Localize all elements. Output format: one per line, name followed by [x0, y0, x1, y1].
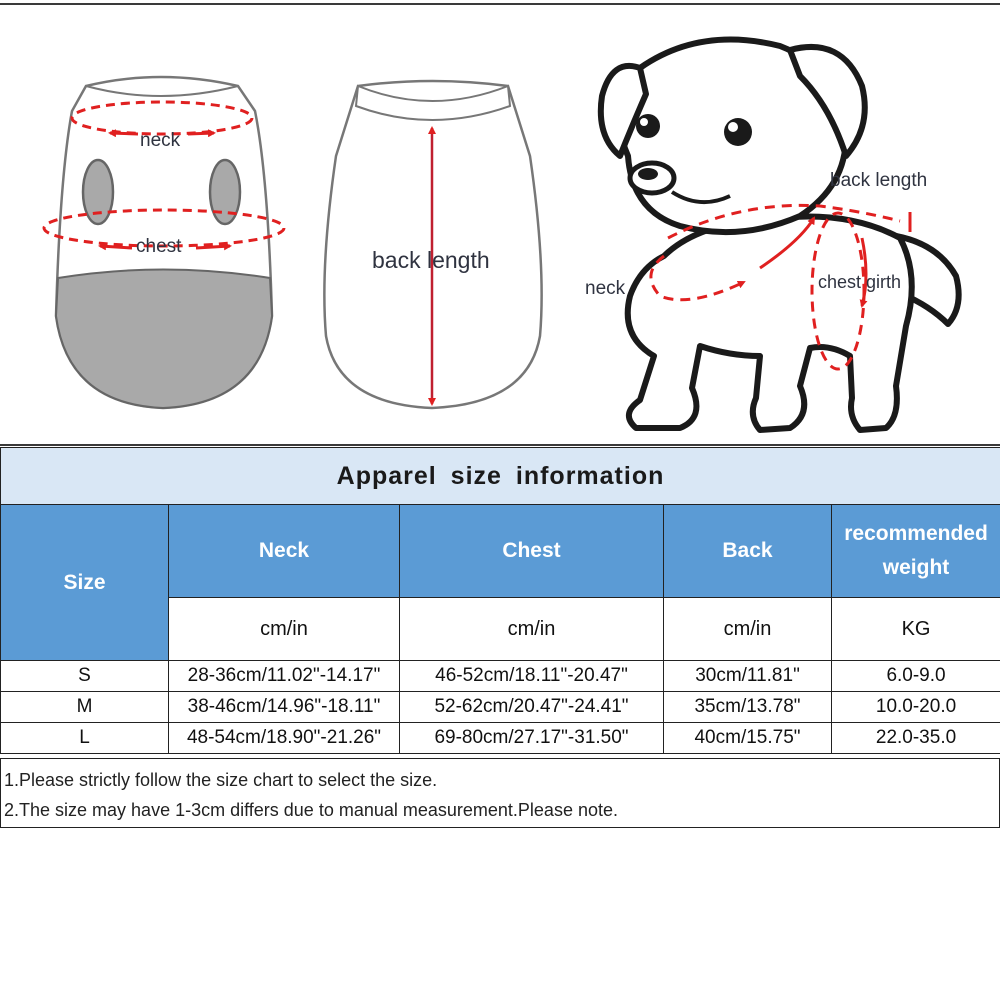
table-row: [1, 661, 1000, 692]
row-chest: 46-52cm/18.11"-20.47": [400, 661, 664, 692]
header-recommended-weight: [832, 505, 1000, 598]
table-title: Apparel size information: [1, 448, 1000, 505]
size-table: [0, 447, 1000, 754]
row-weight: 6.0-9.0: [832, 661, 1000, 692]
row-weight: 22.0-35.0: [832, 723, 1000, 754]
row-chest: 69-80cm/27.17"-31.50": [400, 723, 664, 754]
vest-neck-label: neck: [140, 130, 181, 151]
dog-neck-label: neck: [585, 278, 626, 299]
top-border: [0, 3, 1000, 5]
row-chest: 52-62cm/20.47"-24.41": [400, 692, 664, 723]
size-notes: [0, 758, 1000, 828]
unit-back: cm/in: [664, 598, 832, 661]
header-weight-line2: weight: [882, 556, 950, 579]
unit-weight: KG: [832, 598, 1000, 661]
row-weight: 10.0-20.0: [832, 692, 1000, 723]
section-divider: [0, 444, 1000, 446]
row-neck: 38-46cm/14.96"-18.11": [169, 692, 400, 723]
unit-neck: cm/in: [169, 598, 400, 661]
row-size: M: [1, 692, 169, 723]
header-weight-line1: recommended: [844, 522, 988, 545]
measurement-diagram: [0, 6, 1000, 442]
table-row: [1, 692, 1000, 723]
vest-back: [324, 81, 541, 408]
row-back: 35cm/13.78": [664, 692, 832, 723]
row-back: 40cm/15.75": [664, 723, 832, 754]
vest-chest-label: chest: [136, 236, 182, 257]
measurement-illustration: [0, 6, 1000, 442]
unit-chest: cm/in: [400, 598, 664, 661]
header-back: Back: [664, 505, 832, 598]
row-size: L: [1, 723, 169, 754]
dog-illustration: [601, 40, 959, 430]
note-line: 2.The size may have 1-3cm differs due to manual measurement.Please note.: [4, 800, 618, 820]
row-neck: 28-36cm/11.02"-14.17": [169, 661, 400, 692]
header-neck: Neck: [169, 505, 400, 598]
header-chest: Chest: [400, 505, 664, 598]
dog-back-length-label: back length: [830, 170, 928, 191]
table-row: [1, 723, 1000, 754]
row-neck: 48-54cm/18.90"-21.26": [169, 723, 400, 754]
dog-chest-girth-label: chest girth: [818, 272, 902, 292]
row-size: S: [1, 661, 169, 692]
vest-back-length-label: back length: [372, 247, 490, 273]
header-size: Size: [1, 505, 169, 661]
note-line: 1.Please strictly follow the size chart to select the size.: [4, 770, 438, 790]
row-back: 30cm/11.81": [664, 661, 832, 692]
